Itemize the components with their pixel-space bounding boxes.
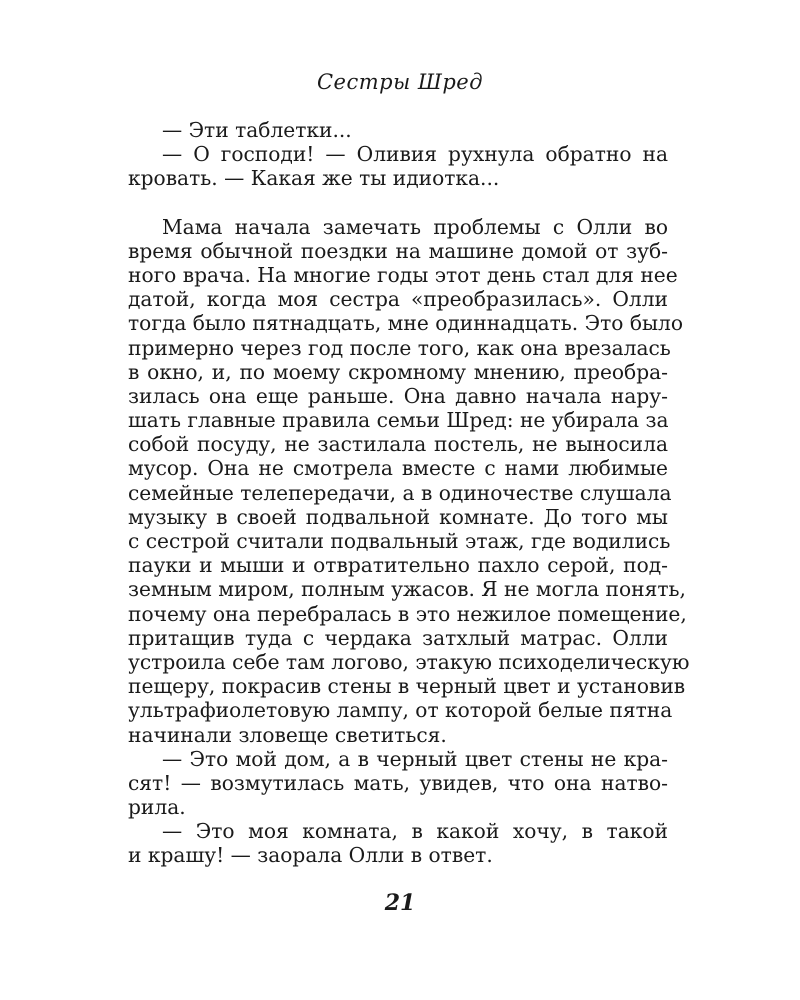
text-line: мусор. Она не смотрела вместе с нами любимые	[128, 456, 668, 481]
text-line: датой, когда моя сестра «преобразилась». Олли	[128, 287, 668, 312]
text-line: с сестрой считали подвальный этаж, где водились	[128, 529, 671, 553]
text-line: музыку в своей подвальной комнате. До того мы	[128, 504, 668, 529]
text-line: пещеру, покрасив стены в черный цвет и установив	[128, 674, 686, 699]
text-line: зилась она еще раньше. Она давно начала нару-	[128, 383, 668, 408]
text-line: почему она перебралась в это нежилое помещение,	[128, 601, 687, 626]
text-line: семейные телепередачи, а в одиночестве слушала	[128, 480, 672, 505]
body-text	[128, 118, 690, 868]
text-line: Мама начала замечать проблемы с Олли во	[162, 214, 668, 239]
text-line: и крашу! — заорала Олли в ответ.	[128, 843, 493, 868]
text-line: устроила себе там логово, этакую психоделическую	[128, 649, 690, 674]
text-line: кровать. — Какая же ты идиотка...	[128, 166, 500, 191]
text-line: — О господи! — Оливия рухнула обратно на	[162, 142, 668, 167]
text-line: примерно через год после того, как она врезалась	[128, 335, 671, 360]
text-line: пауки и мыши и отвратительно пахло серой, под-	[128, 553, 668, 578]
text-line: земным миром, полным ужасов. Я не могла понять,	[128, 577, 686, 602]
text-line: собой посуду, не застилала постель, не выносила	[128, 432, 668, 457]
text-line: сят! — возмутилась мать, увидев, что она натво-	[128, 770, 668, 795]
text-line: начинали зловеще светиться.	[128, 722, 447, 747]
text-line: — Это мой дом, а в черный цвет стены не кра-	[162, 746, 668, 771]
page-number: 21	[384, 890, 416, 916]
running-head: Сестры Шред	[316, 70, 484, 94]
text-line: в окно, и, по моему скромному мнению, преобра-	[128, 359, 668, 384]
text-line: время обычной поездки на машине домой от зуб-	[128, 238, 668, 263]
text-line: тогда было пятнадцать, мне одиннадцать. Это было	[128, 311, 684, 336]
text-line: шать главные правила семьи Шред: не убирала за	[128, 408, 669, 433]
section-gap	[128, 191, 668, 215]
text-line: — Эти таблетки...	[162, 118, 352, 142]
text-line: — Это моя комната, в какой хочу, в такой	[162, 819, 668, 844]
text-line: ультрафиолетовую лампу, от которой белые пятна	[128, 698, 673, 723]
text-line: притащив туда с чердака затхлый матрас. Олли	[128, 625, 668, 650]
text-line: ного врача. На многие годы этот день стал для нее	[128, 262, 678, 287]
text-line: рила.	[128, 795, 186, 820]
